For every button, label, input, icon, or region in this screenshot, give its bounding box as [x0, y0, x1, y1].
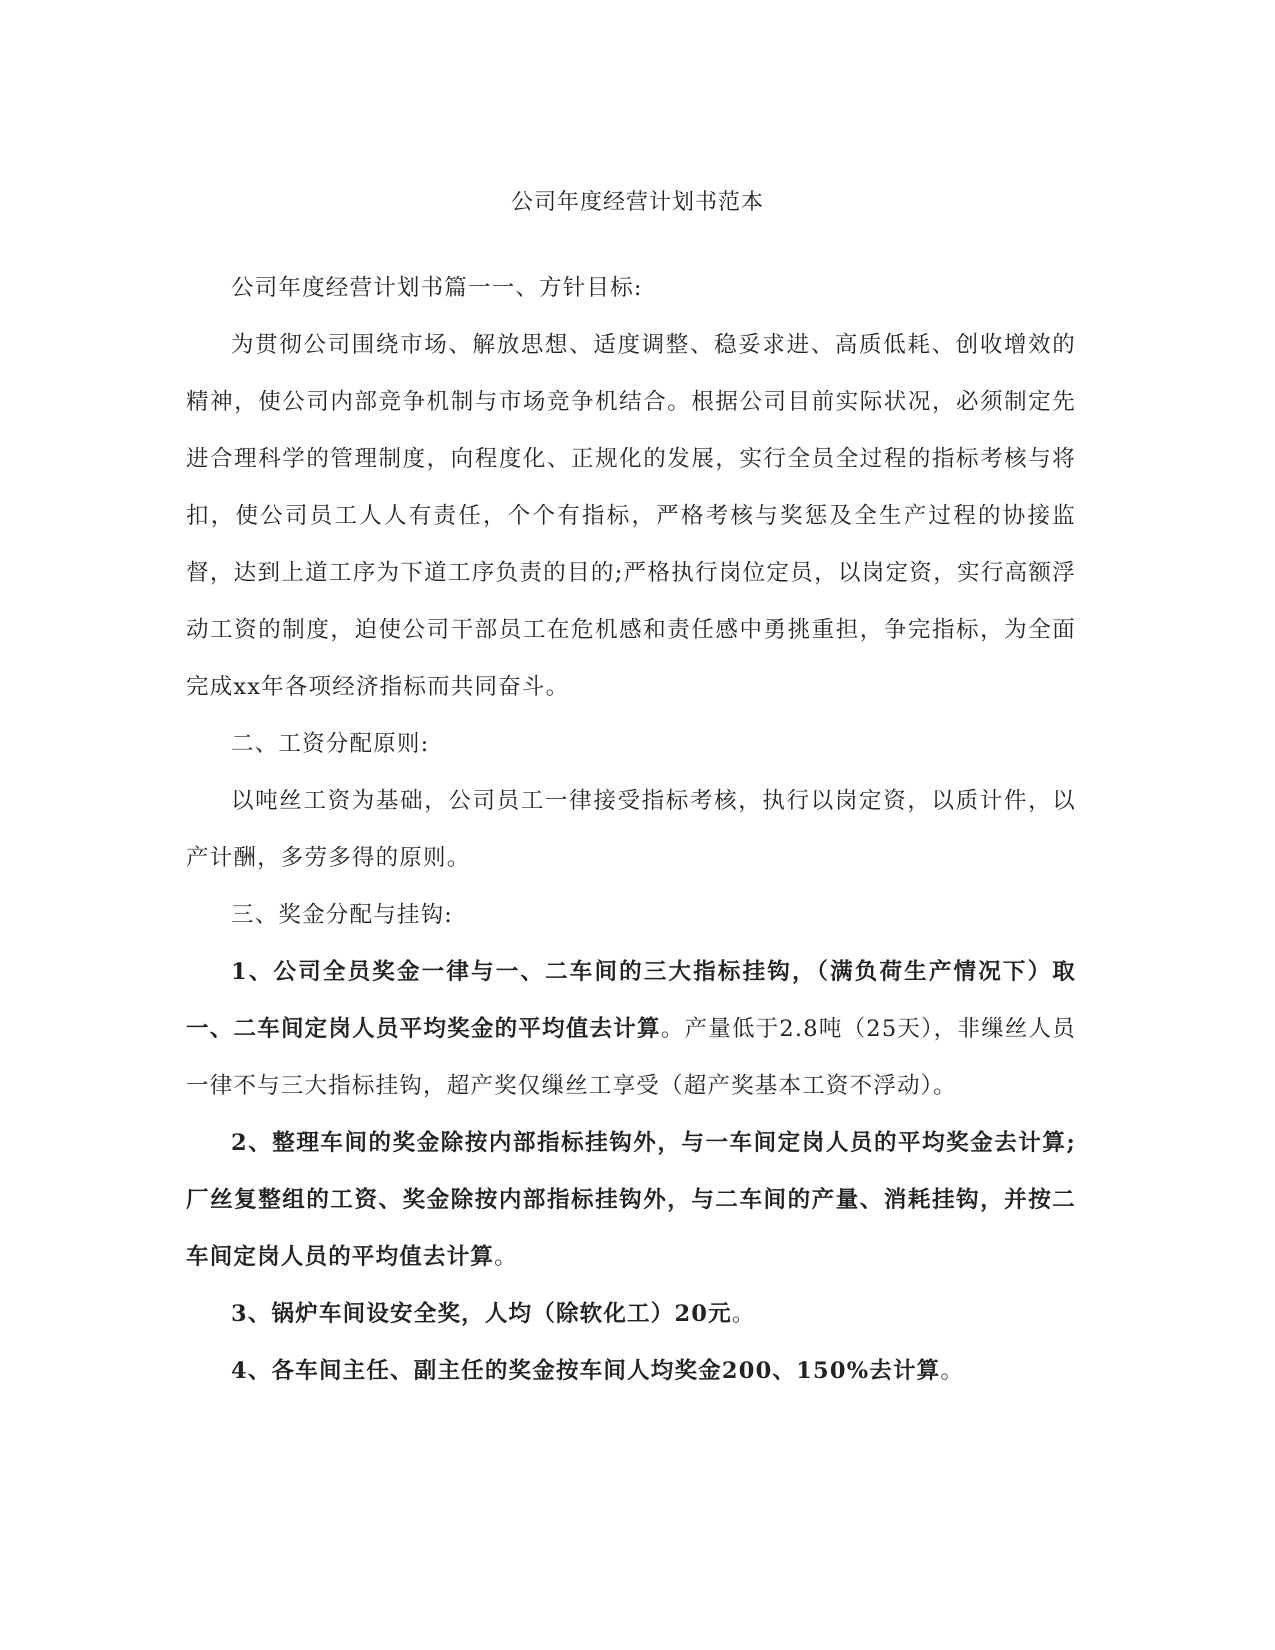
section-heading-1: 公司年度经营计划书篇一一、方针目标: [231, 275, 643, 301]
list-item-2-bold: 2、整理车间的奖金除按内部指标挂钩外，与一车间定岗人员的平均奖金去计算;厂丝复整组的工资、奖金除按内部指标挂钩外，与二车间的产量、消耗挂钩，并按二车间定岗人员的平均值去计算 [186, 1130, 1076, 1270]
list-item-1-bold: 1、公司全员奖金一律与一、二车间的三大指标挂钩，（满负荷生产情况下）取一、二车间定岗人员平均奖金的平均值去计算 [186, 959, 1076, 1042]
list-item-1-rest: 。产量低于2.8吨（25天），非缫丝人员一律不与三大指标挂钩，超产奖仅缫丝工享受（超产奖基本工资不浮动）。 [186, 1016, 1076, 1099]
list-item-1 [186, 944, 1076, 1115]
list-item-3-bold: 3、锅炉车间设安全奖，人均（除软化工）20元 [231, 1301, 732, 1327]
paragraph-policy-goals: 为贯彻公司围绕市场、解放思想、适度调整、稳妥求进、高质低耗、创收增效的精神，使公司内部竞争机制与市场竞争机结合。根据公司目前实际状况，必须制定先进合理科学的管理制度，向程度化、正规化的发展，实行全员全过程的指标考核与将扣，使公司员工人人有责任，个个有指标，严格考核与奖惩及全生产过程的协接监督，达到上道工序为下道工序负责的目的;严格执行岗位定员，以岗定资，实行高额浮动工资的制度，迫使公司干部员工在危机感和责任感中勇挑重担，争完指标，为全面完成xx年各项经济指标而共同奋斗。 [186, 332, 1076, 700]
list-item-4-rest: 。 [940, 1358, 965, 1384]
paragraph-wage-principles: 以吨丝工资为基础，公司员工一律接受指标考核，执行以岗定资，以质计件，以产计酬，多劳多得的原则。 [186, 788, 1076, 871]
list-item-3 [186, 1286, 1076, 1343]
list-item-3-rest: 。 [731, 1301, 756, 1327]
section-heading-3: 三、奖金分配与挂钩: [231, 902, 454, 928]
list-item-2 [186, 1115, 1076, 1286]
section-heading-2: 二、工资分配原则: [231, 731, 430, 757]
list-item-2-rest: 。 [494, 1244, 518, 1270]
document-title: 公司年度经营计划书范本 [510, 190, 764, 215]
document-body [186, 260, 1076, 1400]
list-item-4 [186, 1343, 1076, 1400]
list-item-4-bold: 4、各车间主任、副主任的奖金按车间人均奖金200、150%去计算 [231, 1358, 941, 1384]
